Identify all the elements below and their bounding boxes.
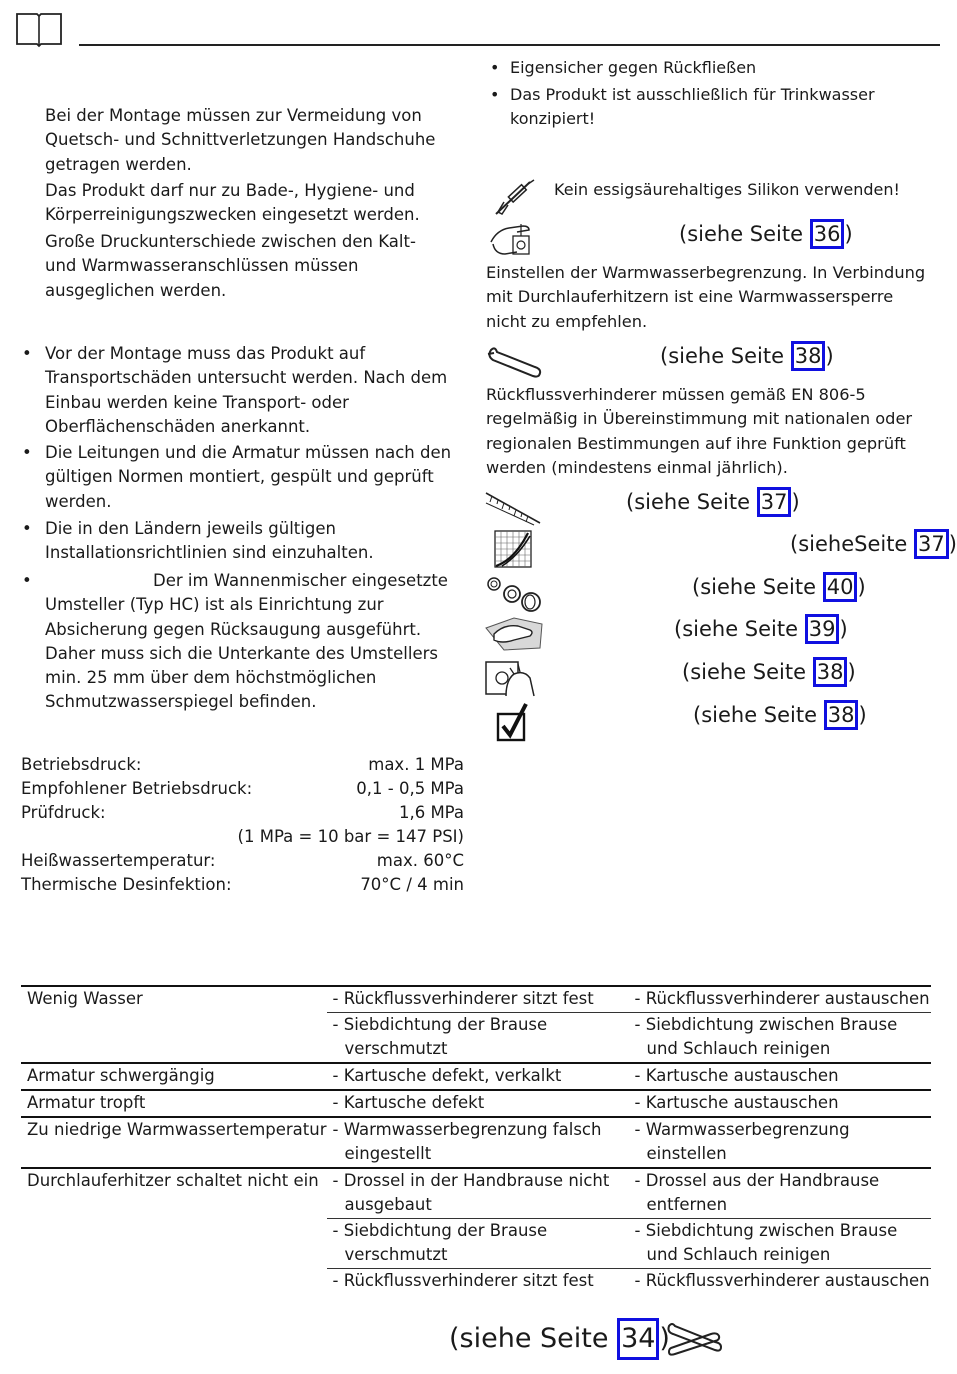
flow-diagram-icon — [494, 530, 532, 572]
troubleshooting-table — [21, 985, 931, 1294]
see-page-prefix: (siehe Seite — [674, 617, 799, 641]
handle-operation-icon — [484, 656, 536, 702]
spec-label: Thermische Desinfektion: — [21, 875, 232, 894]
silicone-warning: Kein essigsäurehaltiges Silikon verwenden! — [554, 180, 900, 199]
remedy-cell: - Kartusche austauschen — [629, 1063, 931, 1090]
see-page-prefix: (siehe Seite — [692, 575, 817, 599]
problem-cell: Wenig Wasser — [21, 986, 327, 1063]
see-page-prefix: (sieheSeite — [790, 532, 908, 556]
page-link[interactable]: 38 — [791, 341, 826, 371]
see-page-ref-bottom — [449, 1318, 670, 1360]
header-rule — [79, 44, 940, 46]
page-link[interactable]: 37 — [914, 529, 949, 559]
cause-cell: - Kartusche defekt — [327, 1090, 629, 1117]
cleaning-hand-icon — [484, 614, 544, 656]
see-page-prefix: (siehe Seite — [682, 660, 807, 684]
spec-value: (1 MPa = 10 bar = 147 PSI) — [237, 827, 464, 846]
intro-paragraph: Große Druckunterschiede zwischen den Kalt- und Warmwasseranschlüssen müssen ausgeglichen werden. — [45, 232, 416, 300]
table-row — [21, 1063, 931, 1090]
see-page-ref — [693, 700, 867, 730]
spec-label: Betriebsdruck: — [21, 755, 142, 774]
backflow-paragraph: Rückflussverhinderer müssen gemäß EN 806-5 regelmäßig in Übereinstimmung mit nationalen oder regionalen Bestimmungen auf ihre Funktion geprüft werden (mindestens einmal jährlich). — [486, 385, 913, 477]
see-page-suffix: ) — [948, 532, 957, 556]
bullet-text: Die Leitungen und die Armatur müssen nach den gültigen Normen montiert, gespült und geprüft werden. — [45, 443, 452, 511]
spare-parts-icon — [486, 574, 544, 616]
silicone-gun-icon — [490, 178, 536, 222]
page-link[interactable]: 39 — [805, 614, 840, 644]
cause-cell: - Rückflussverhinderer sitzt fest — [327, 1269, 629, 1295]
remedy-cell: - Siebdichtung zwischen Brause und Schlauch reinigen — [629, 1219, 931, 1269]
see-page-suffix: ) — [791, 490, 800, 514]
spec-value: max. 1 MPa — [368, 755, 464, 774]
cause-cell: - Siebdichtung der Brause verschmutzt — [327, 1013, 629, 1064]
table-row — [21, 1090, 931, 1117]
see-page-prefix: (siehe Seite — [693, 703, 818, 727]
spec-value: 1,6 MPa — [398, 803, 464, 822]
see-page-prefix: (siehe Seite — [660, 344, 785, 368]
checkbox-icon — [496, 702, 530, 746]
cause-cell: - Kartusche defekt, verkalkt — [327, 1063, 629, 1090]
spec-label: Heißwassertemperatur: — [21, 851, 216, 870]
ruler-icon — [484, 489, 544, 531]
table-row — [21, 1117, 931, 1168]
page-link[interactable]: 38 — [813, 657, 848, 687]
bullet-text: Eigensicher gegen Rückfließen — [510, 58, 757, 77]
bullet-text: Die in den Ländern jeweils gültigen Installationsrichtlinien sind einzuhalten. — [45, 519, 374, 563]
see-page-ref — [679, 219, 853, 249]
spec-value: 0,1 - 0,5 MPa — [356, 779, 464, 798]
see-page-ref — [674, 614, 848, 644]
page-link[interactable]: 34 — [617, 1318, 659, 1360]
cause-cell: - Drossel in der Handbrause nicht ausgebaut — [327, 1168, 629, 1219]
remedy-cell: - Kartusche austauschen — [629, 1090, 931, 1117]
see-page-suffix: ) — [825, 344, 834, 368]
problem-cell: Zu niedrige Warmwassertemperatur — [21, 1117, 327, 1168]
page-link[interactable]: 37 — [757, 487, 792, 517]
intro-paragraph: Bei der Montage müssen zur Vermeidung von Quetsch- und Schnittverletzungen Handschuhe getragen werden. — [45, 106, 436, 174]
page-link[interactable]: 38 — [824, 700, 859, 730]
spec-value: max. 60°C — [376, 851, 464, 870]
problem-cell: Armatur tropft — [21, 1090, 327, 1117]
see-page-suffix: ) — [839, 617, 848, 641]
cause-cell: - Rückflussverhinderer sitzt fest — [327, 986, 629, 1013]
see-page-suffix: ) — [857, 575, 866, 599]
spec-label: Prüfdruck: — [21, 803, 106, 822]
see-page-ref — [626, 487, 800, 517]
remedy-cell: - Drossel aus der Handbrause entfernen — [629, 1168, 931, 1219]
spec-label: Empfohlener Betriebsdruck: — [21, 779, 253, 798]
see-page-prefix: (siehe Seite — [679, 222, 804, 246]
problem-cell: Durchlauferhitzer schaltet nicht ein — [21, 1168, 327, 1294]
see-page-ref — [682, 657, 856, 687]
see-page-suffix: ) — [844, 222, 853, 246]
see-page-prefix: (siehe Seite — [449, 1323, 609, 1354]
cause-cell: - Siebdichtung der Brause verschmutzt — [327, 1219, 629, 1269]
wrench-icon — [485, 344, 543, 384]
table-row — [21, 1168, 931, 1219]
table-row — [21, 986, 931, 1013]
book-icon — [15, 10, 63, 52]
warmwater-paragraph: Einstellen der Warmwasserbegrenzung. In Verbindung mit Durchlauferhitzern ist eine Warmwassersperre nicht zu empfehlen. — [486, 263, 926, 331]
see-page-ref — [790, 529, 957, 559]
bullet-text: Das Produkt ist ausschließlich für Trinkwasser konzipiert! — [510, 85, 875, 128]
remedy-cell: - Rückflussverhinderer austauschen — [629, 986, 931, 1013]
remedy-cell: - Siebdichtung zwischen Brause und Schlauch reinigen — [629, 1013, 931, 1064]
see-page-suffix: ) — [659, 1323, 670, 1354]
hand-temperature-icon — [487, 220, 535, 264]
spec-value: 70°C / 4 min — [360, 875, 464, 894]
cause-cell: - Warmwasserbegrenzung falsch eingestellt — [327, 1117, 629, 1168]
bullet-text: Der im Wannenmischer eingesetzte Umsteller (Typ HC) ist als Einrichtung zur Absicherung gegen Rücksaugung ausgeführt. Daher muss sich die Unterkante des Umstellers min. 25 mm über dem höchstmöglichen Schmutzwasserspiegel befinden. — [45, 571, 448, 712]
problem-cell: Armatur schwergängig — [21, 1063, 327, 1090]
see-page-suffix: ) — [858, 703, 867, 727]
intro-paragraph: Das Produkt darf nur zu Bade-, Hygiene- und Körperreinigungszwecken eingesetzt werden. — [45, 181, 420, 225]
bullet-text: Vor der Montage muss das Produkt auf Transportschäden untersucht werden. Nach dem Einbau werden keine Transport- oder Oberflächenschäden anerkannt. — [45, 344, 448, 436]
remedy-cell: - Warmwasserbegrenzung einstellen — [629, 1117, 931, 1168]
remedy-cell: - Rückflussverhinderer austauschen — [629, 1269, 931, 1295]
see-page-suffix: ) — [847, 660, 856, 684]
see-page-prefix: (siehe Seite — [626, 490, 751, 514]
see-page-ref — [692, 572, 866, 602]
tools-icon — [665, 1320, 725, 1364]
page-link[interactable]: 36 — [810, 219, 845, 249]
page-link[interactable]: 40 — [823, 572, 858, 602]
see-page-ref — [660, 341, 834, 371]
